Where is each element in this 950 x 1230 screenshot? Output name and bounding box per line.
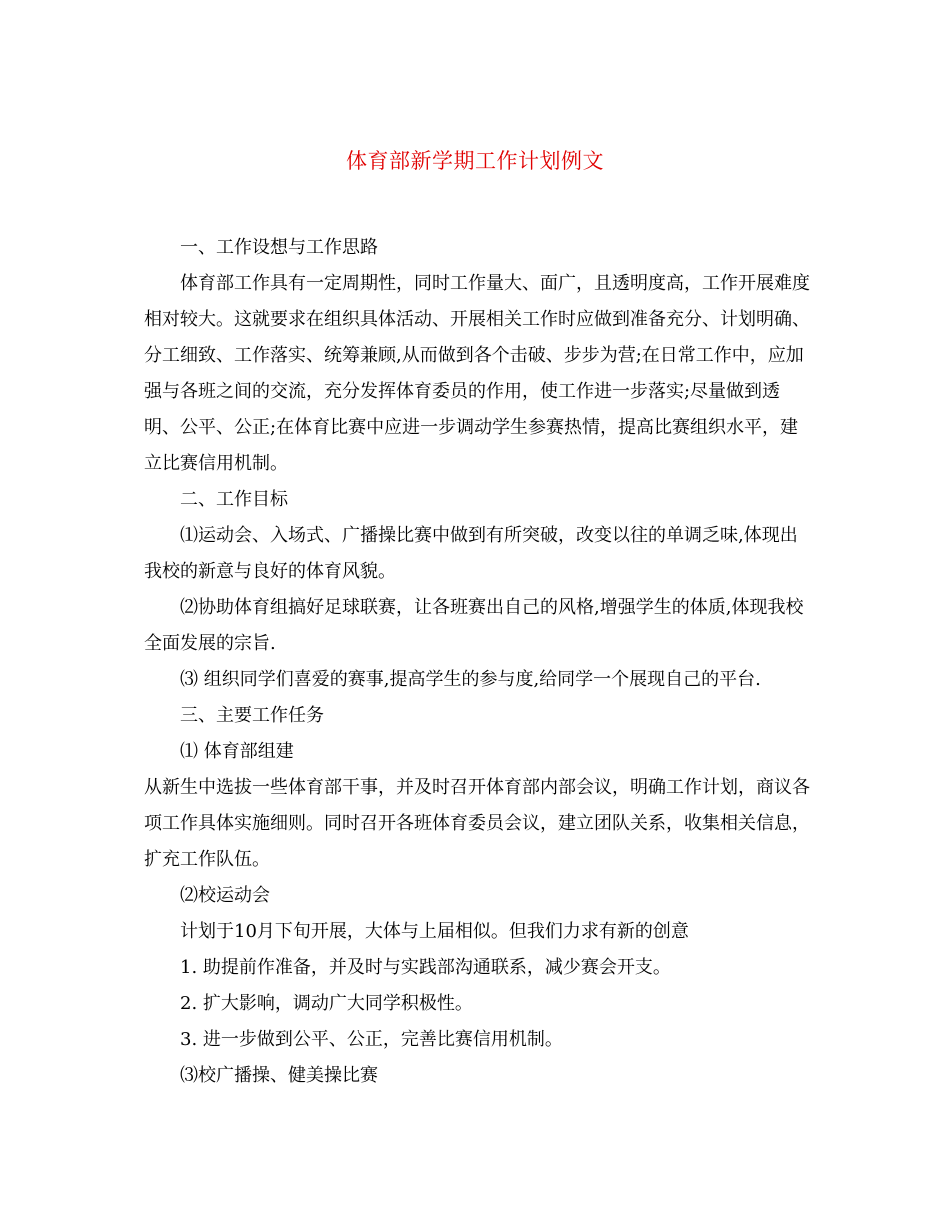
section-heading-1: 一、工作设想与工作思路 <box>180 237 378 258</box>
section-heading-2: 二、工作目标 <box>180 489 288 510</box>
goal-item-2: ⑵协助体育组搞好足球联赛，让各班赛出自己的风格,增强学生的体质,体现我校全面发展的宗旨. <box>144 597 804 654</box>
list-item-2: 2. 扩大影响，调动广大同学积极性。 <box>180 993 473 1014</box>
goal-item-1: ⑴运动会、入场式、广播操比赛中做到有所突破，改变以往的单调乏味,体现出我校的新意与良好的体育风貌。 <box>144 525 798 582</box>
paragraph-work-ideas: 体育部工作具有一定周期性，同时工作量大、面广，且透明度高，工作开展难度相对较大。这就要求在组织具体活动、开展相关工作时应做到准备充分、计划明确、分工细致、工作落实、统筹兼顾,从而做到各个击破、步步为营;在日常工作中，应加强与各班之间的交流，充分发挥体育委员的作用，使工作进一步落实;尽量做到透明、公平、公正;在体育比赛中应进一步调动学生参赛热情，提高比赛组织水平，建立比赛信用机制。 <box>144 273 810 474</box>
task-heading-3: ⑶校广播操、健美操比赛 <box>180 1065 378 1086</box>
paragraph-sports-meet-plan: 计划于10月下旬开展，大体与上届相似。但我们力求有新的创意 <box>180 921 689 942</box>
section-heading-3: 三、主要工作任务 <box>180 705 324 726</box>
task-heading-1: ⑴ 体育部组建 <box>180 741 294 762</box>
list-item-1: 1. 助提前作准备，并及时与实践部沟通联系，减少赛会开支。 <box>180 957 671 978</box>
paragraph-team-building: 从新生中选拔一些体育部干事，并及时召开体育部内部会议，明确工作计划，商议各项工作具体实施细则。同时召开各班体育委员会议，建立团队关系，收集相关信息，扩充工作队伍。 <box>144 777 810 870</box>
document-title: 体育部新学期工作计划例文 <box>346 149 604 173</box>
document-body <box>144 230 810 1094</box>
list-item-3: 3. 进一步做到公平、公正，完善比赛信用机制。 <box>180 1029 563 1050</box>
goal-item-3: ⑶ 组织同学们喜爱的赛事,提高学生的参与度,给同学一个展现自己的平台. <box>180 669 761 690</box>
task-heading-2: ⑵校运动会 <box>180 885 270 906</box>
